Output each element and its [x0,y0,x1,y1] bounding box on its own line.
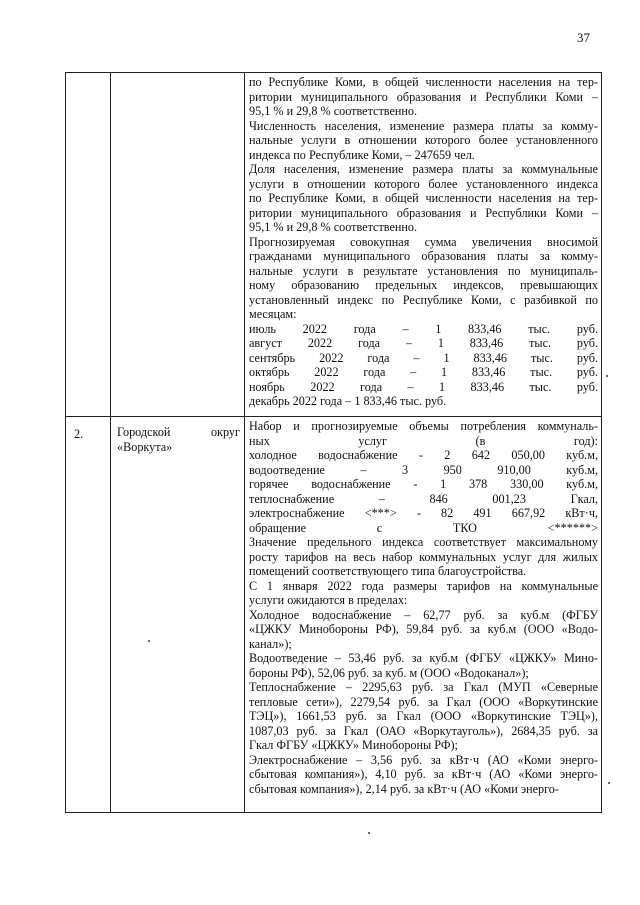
description-line: август 2022 года – 1 833,46 тыс. руб. [249,336,598,350]
description-line: канал»); [249,636,292,651]
description-line: бороны РФ), 52,06 руб. за куб. м (ООО «Водоканал»); [249,665,529,680]
description-line: 95,1 % и 29,8 % соответственно. [249,220,418,234]
description-line: гражданами муниципального образования платы за комму- [249,249,598,263]
description-cell [245,73,602,417]
description-line: ных услуг (в год): [249,433,598,448]
description-line: «ЦЖКУ Минобороны РФ), 59,84 руб. за куб.м (ООО «Водо- [249,622,598,636]
description-line: помещений соответствующего типа благоустройства. [249,564,527,578]
description-line: декабрь 2022 года – 1 833,46 тыс. руб. [249,394,447,408]
description-line: услуги в отношении которого более установленного индекса [249,176,598,191]
row-number-cell [66,417,111,813]
description-line: теплоснабжение – 846 001,23 Гкал, [249,491,598,506]
description-line: Прогнозируемая совокупная сумма увеличения вносимой [249,234,598,249]
description-line: по Республике Коми, в общей численности населения на тер- [249,191,598,205]
page-number: 37 [577,30,590,45]
description-line: тепловые сети»), 2279,54 руб. за Гкал (ООО «Воркутинские [249,694,598,709]
description-line: Гкал ФГБУ «ЦЖКУ» Минобороны РФ); [249,738,458,752]
description-line: Доля населения, изменение размера платы за коммунальные [249,162,598,176]
municipality-name-cell [111,73,245,417]
description-line: сбытовая компания»), 4,10 руб. за кВт·ч (АО «Коми энерго- [249,767,598,781]
description-line: 95,1 % и 29,8 % соответственно. [249,104,418,118]
description-line: ритории муниципального образования и Республики Коми – [249,89,598,104]
description-line: июль 2022 года – 1 833,46 тыс. руб. [249,321,598,336]
description-line: электроснабжение <***> - 82 491 667,92 кВт·ч, [249,506,598,520]
description-line: Водоотведение – 53,46 руб. за куб.м (ФГБУ «ЦЖКУ» Мино- [249,651,598,665]
description-line: нальные услуги в отношении которого более установленного [249,133,598,147]
table-row [66,417,602,813]
municipality-name-line [117,425,240,440]
description-line: ноябрь 2022 года – 1 833,46 тыс. руб. [249,379,598,394]
description-line: сентябрь 2022 года – 1 833,46 тыс. руб. [249,350,598,365]
description-line: октябрь 2022 года – 1 833,46 тыс. руб. [249,365,598,379]
description-line: Холодное водоснабжение – 62,77 руб. за куб.м (ФГБУ [249,607,598,622]
description-line: услуги ожидаются в пределах: [249,593,408,607]
description-line: Набор и прогнозируемые объемы потребления коммуналь- [249,419,598,433]
description-text [249,419,598,796]
description-line: месяцам: [249,307,297,321]
description-line: ТЭЦ»), 1661,53 руб. за Гкал (ООО «Воркутинские ТЭЦ»), [249,709,598,723]
municipality-type-word: Городской [117,425,171,439]
row-number [66,73,110,83]
scan-speck [606,375,608,377]
description-line: Значение предельного индекса соответствует максимальному [249,535,598,549]
description-line: С 1 января 2022 года размеры тарифов на коммунальные [249,578,598,593]
row-number-cell [66,73,111,417]
municipality-name-cell [111,417,245,813]
description-line: горячее водоснабжение - 1 378 330,00 куб.м, [249,477,598,491]
description-cell [245,417,602,813]
description-line: Электроснабжение – 3,56 руб. за кВт·ч (АО «Коми энерго- [249,752,598,767]
description-line: росту тарифов на весь набор коммунальных услуг для жилых [249,549,598,564]
description-line: Численность населения, изменение размера платы за комму- [249,118,598,133]
description-line: по Республике Коми, в общей численности населения на тер- [249,75,598,89]
description-line: установленный индекс по Республике Коми, с разбивкой по [249,292,598,307]
description-line: обращение с ТКО <******> [249,520,598,535]
scan-speck [608,782,610,784]
description-line: Теплоснабжение – 2295,63 руб. за Гкал (МУП «Северные [249,680,598,694]
description-line: водоотведение – 3 950 910,00 куб.м, [249,462,598,477]
municipality-name: «Воркута» [117,439,173,454]
description-line: сбытовая компания»), 2,14 руб. за кВт·ч (АО «Коми энерго- [249,781,559,796]
description-line: ному образованию предельных индексов, превышающих [249,278,598,292]
description-line: нальные услуги в результате установления по муниципаль- [249,263,598,278]
description-line: холодное водоснабжение - 2 642 050,00 куб.м, [249,448,598,462]
scan-speck [148,640,150,642]
municipality-type-word: округ [210,425,240,439]
table-row [66,73,602,417]
row-number: 2. [74,427,84,441]
scan-speck [368,832,370,834]
description-line: ритории муниципального образования и Республики Коми – [249,205,598,220]
description-line: 1087,03 руб. за Гкал (ОАО «Воркутауголь»), 2684,35 руб. за [249,723,598,738]
description-text [249,75,598,409]
description-line: индекса по Республике Коми, – 247659 чел. [249,147,475,162]
document-table [65,72,602,813]
